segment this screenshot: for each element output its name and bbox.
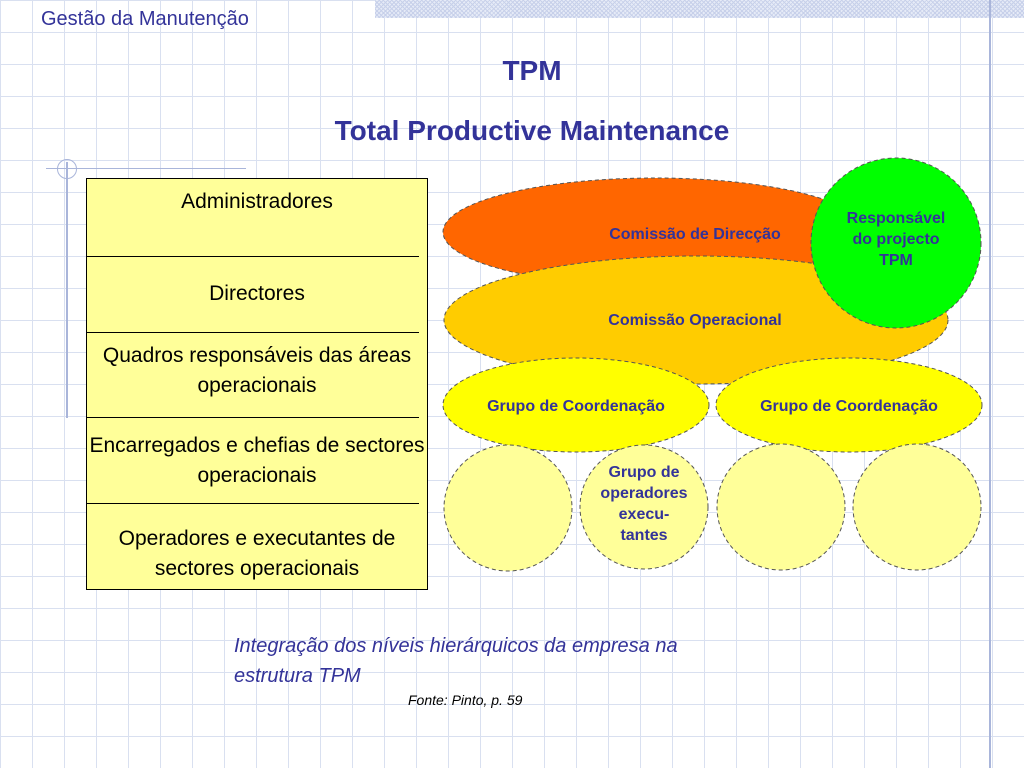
level-directores: Directores [209, 282, 305, 305]
grupo-operadores-label [580, 462, 708, 546]
operadores-line-2: operadores [600, 485, 688, 502]
grupo-coordenacao-2-label: Grupo de Coordenação [760, 398, 938, 415]
comissao-direccao-label: Comissão de Direcção [609, 226, 781, 243]
operators-circle-4 [853, 444, 981, 570]
responsavel-line-1: Responsável [846, 210, 946, 227]
caption-line-1: Integração dos níveis hierárquicos da empresa na [234, 635, 678, 657]
responsavel-line-3: TPM [879, 252, 913, 269]
responsavel-line-2: do projecto [852, 231, 940, 248]
operators-circle-1 [444, 445, 572, 571]
source-citation: Fonte: Pinto, p. 59 [408, 692, 523, 708]
slide-subtitle: Total Productive Maintenance [334, 115, 730, 146]
operadores-line-1: Grupo de [608, 464, 680, 481]
grupo-coordenacao-1-label: Grupo de Coordenação [487, 398, 665, 415]
figure-caption [234, 631, 834, 691]
caption-line-2: estrutura TPM [234, 665, 361, 687]
slide-brand: Gestão da Manutenção [41, 8, 249, 30]
comissao-operacional-label: Comissão Operacional [608, 312, 782, 329]
level-administradores: Administradores [181, 190, 333, 213]
level-quadros: Quadros responsáveis das áreas operacionais [102, 344, 412, 397]
operadores-line-4: tantes [620, 527, 668, 544]
operadores-line-3: execu- [618, 506, 670, 523]
level-encarregados: Encarregados e chefias de sectores operacionais [89, 434, 425, 487]
slide-title: TPM [502, 55, 562, 86]
level-operadores: Operadores e executantes de sectores operacionais [118, 527, 396, 580]
responsavel-projecto-label [821, 208, 971, 271]
operators-circle-3 [717, 444, 845, 570]
